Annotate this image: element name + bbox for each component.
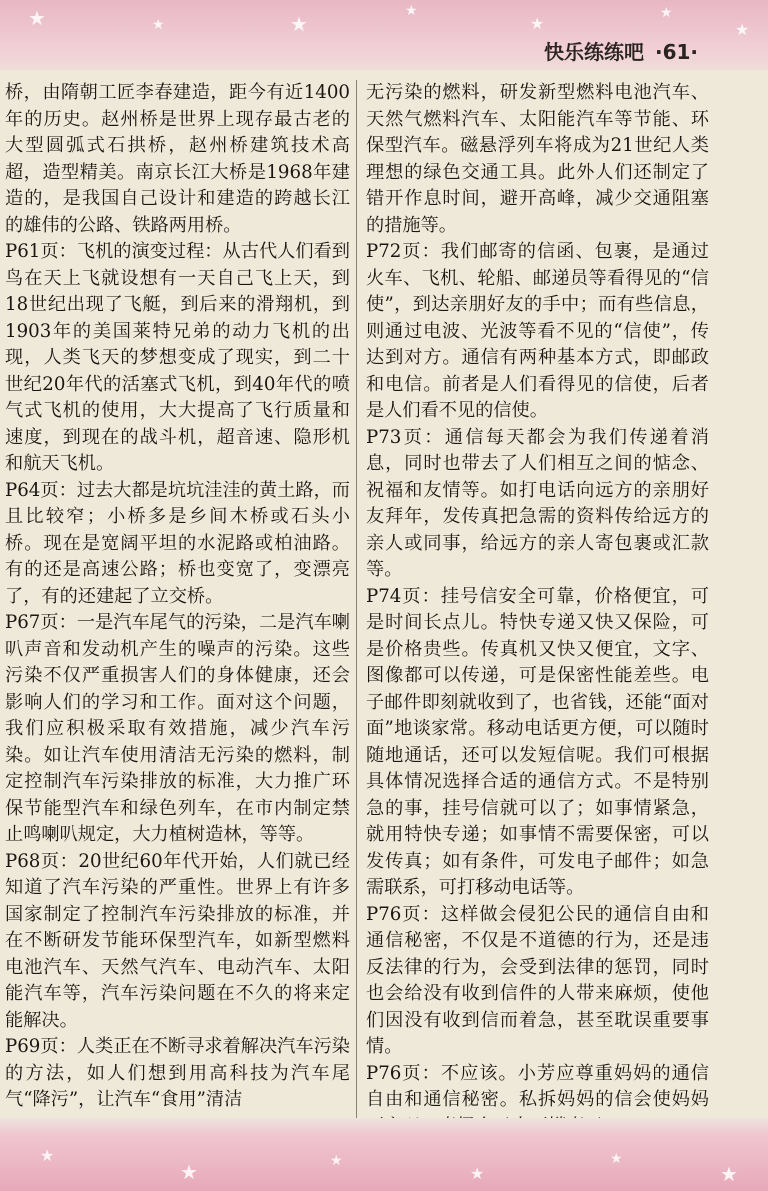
- paragraph-text: 我们邮寄的信函、包裹，是通过火车、飞机、轮船、邮递员等看得见的“信使”，到达亲朋好友的手中；而有些信息，则通过电波、光波等看不见的“信使”，传达到对方。通信有两种基本方式，即邮政和电信。前者是人们看得见的信使，后者是人们看不见的信使。: [366, 241, 709, 421]
- paragraph-text: 一是汽车尾气的污染，二是汽车喇叭声音和发动机产生的噪声的污染。这些污染不仅严重损害人们的身体健康，还会影响人们的学习和工作。面对这个问题，我们应积极采取有效措施，减少汽车污染。如让汽车使用清洁无污染的燃料，制定控制汽车污染排放的标准，大力推广环保节能型汽车和绿色列车，在市内制定禁止鸣喇叭规定，大力植树造林，等等。: [5, 612, 350, 845]
- paragraph: [366, 239, 709, 425]
- paragraph-label: P74页：: [366, 585, 441, 607]
- star-icon: ★: [28, 6, 46, 30]
- star-icon: ★: [152, 17, 165, 33]
- page-number: ·61·: [654, 40, 698, 64]
- paragraph-label: P76页：: [366, 903, 441, 925]
- star-icon: ★: [40, 1146, 55, 1165]
- paragraph: [5, 239, 350, 478]
- paragraph-text: 人类正在不断寻求着解决汽车污染的方法，如人们想到用高科技为汽车尾气“降污”，让汽车“食用”清洁: [5, 1036, 350, 1110]
- paragraph-text: 20世纪60年代开始，人们就已经知道了汽车污染的严重性。世界上有许多国家制定了控制汽车污染排放的标准，并在不断研发节能环保型汽车，如新型燃料电池汽车、天然气汽车、电动汽车、太阳能汽车等，汽车污染问题在不久的将来定能解决。: [5, 850, 350, 1031]
- star-icon: ★: [470, 1164, 485, 1183]
- header-title: 快乐练练吧: [544, 40, 644, 64]
- paragraph-text: 过去大都是坑坑洼洼的黄土路，而且比较窄；小桥多是乡间木桥或石头小桥。现在是宽阔平坦的水泥路或柏油路。有的还是高速公路；桥也变宽了，变漂亮了，有的还建起了立交桥。: [5, 479, 350, 607]
- paragraph-text: 通信每天都会为我们传递着消息，同时也带去了人们相互之间的惦念、祝福和友情等。如打电话向远方的亲朋好友拜年，发传真把急需的资料传给远方的亲人或同事，给远方的亲人寄包裹或汇款等。: [366, 426, 709, 580]
- paragraph: [366, 80, 709, 239]
- paragraph: [5, 478, 350, 611]
- paragraph-label: P67页：: [5, 612, 77, 633]
- paragraph-label: P73页：: [366, 426, 445, 448]
- paragraph-label: P72页：: [366, 241, 441, 262]
- bottom-decorative-band: [0, 1118, 768, 1191]
- star-icon: ★: [290, 12, 308, 36]
- paragraph: [366, 425, 709, 584]
- paragraph-label: P61页：: [5, 241, 77, 262]
- paragraph-text: 飞机的演变过程：从古代人们看到鸟在天上飞就设想有一天自己飞上天，到18世纪出现了飞艇，到后来的滑翔机，到1903年的美国莱特兄弟的动力飞机的出现，人类飞天的梦想变成了现实，到二十世纪20年代的活塞式飞机，到40年代的喷气式飞机的使用，大大提高了飞行质量和速度，到现在的战斗机，超音速、隐形机和航天飞机。: [5, 241, 350, 474]
- paragraph: [5, 849, 350, 1035]
- star-icon: ★: [530, 14, 545, 33]
- paragraph: [366, 902, 709, 1061]
- star-icon: ★: [330, 1153, 343, 1169]
- paragraph: [5, 80, 350, 239]
- paragraph-text: 无污染的燃料，研发新型燃料电池汽车、天然气燃料汽车、太阳能汽车等节能、环保型汽车。磁悬浮列车将成为21世纪人类理想的绿色交通工具。此外人们还制定了错开作息时间，避开高峰，减少交通阻塞的措施等。: [366, 82, 709, 236]
- paragraph: [366, 584, 709, 902]
- page-body: [0, 80, 768, 1140]
- star-icon: ★: [405, 3, 418, 19]
- paragraph-text: 桥，由隋朝工匠李春建造，距今有近1400年的历史。赵州桥是世界上现存最古老的大型圆弧式石拱桥，赵州桥建筑技术高超，造型精美。南京长江大桥是1968年建造的，是我国自己设计和建造的跨越长江的雄伟的公路、铁路两用桥。: [5, 82, 350, 236]
- paragraph: [5, 1034, 350, 1114]
- paragraph-label: P76页：: [366, 1062, 441, 1084]
- paragraph-text: 这样做会侵犯公民的通信自由和通信秘密，不仅是不道德的行为，还是违反法律的行为，会受到法律的惩罚，同时也会给没有收到信件的人带来麻烦，使他们因没有收到信而着急，甚至耽误重要事情。: [366, 903, 709, 1057]
- paragraph-text: 不应该。小芳应尊重妈妈的通信自由和通信秘密。私拆妈妈的信会使妈妈: [366, 1062, 709, 1110]
- star-icon: ★: [610, 1151, 623, 1167]
- right-column: [366, 80, 709, 1130]
- paragraph-label: P64页：: [5, 479, 77, 501]
- page-header: [544, 36, 698, 62]
- paragraph-text: 挂号信安全可靠，价格便宜，可是时间长点儿。特快专递又快又保险，可是价格贵些。传真机又快又便宜，文字、图像都可以传递，可是保密性能差些。电子邮件即刻就收到了，也省钱，还能“面对面”地谈家常。移动电话更方便，可以随时随地通话，还可以发短信呢。我们可根据具体情况选择合适的通信方式。不是特别急的事，挂号信就可以了；如事情紧急，就用特快专递；如事情不需要保密，可以发传真；如有条件，可发电子邮件；如急需联系，可打移动电话等。: [366, 585, 709, 898]
- star-icon: ★: [180, 1160, 198, 1184]
- star-icon: ★: [735, 20, 750, 39]
- left-column: [5, 80, 350, 1130]
- star-icon: ★: [660, 5, 673, 21]
- paragraph-label: P69页：: [5, 1036, 77, 1057]
- star-icon: ★: [720, 1162, 738, 1186]
- paragraph: [5, 610, 350, 849]
- paragraph-label: P68页：: [5, 850, 79, 872]
